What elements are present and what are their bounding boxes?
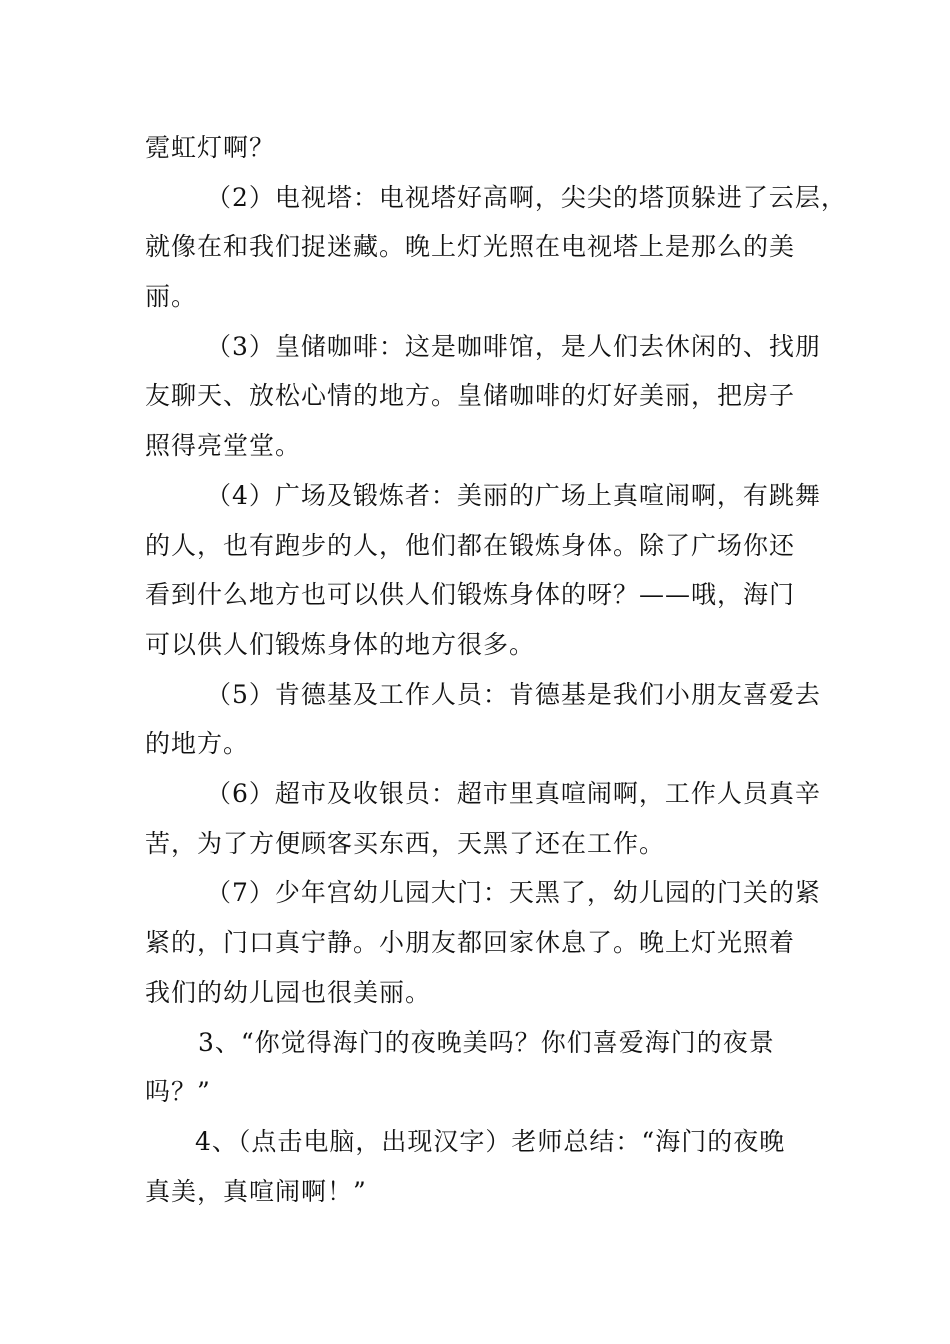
text-line: 真美，真喧闹啊！”	[145, 1177, 367, 1206]
text-line: 看到什么地方也可以供人们锻炼身体的呀？——哦，海门	[145, 580, 796, 609]
text-line: 的人，也有跑步的人，他们都在锻炼身体。除了广场你还	[145, 531, 796, 560]
text-line: （3）皇储咖啡：这是咖啡馆，是人们去休闲的、找朋	[206, 332, 821, 361]
text-line: 的地方。	[145, 729, 250, 758]
text-line: （5）肯德基及工作人员：肯德基是我们小朋友喜爱去	[206, 680, 821, 709]
text-line: 就像在和我们捉迷藏。晚上灯光照在电视塔上是那么的美	[145, 232, 796, 261]
text-line: 照得亮堂堂。	[145, 431, 302, 460]
text-line: （4）广场及锻炼者：美丽的广场上真喧闹啊，有跳舞	[206, 481, 821, 510]
text-line: （2）电视塔：电视塔好高啊，尖尖的塔顶躲进了云层，	[206, 183, 847, 212]
text-line: 吗？”	[145, 1077, 211, 1106]
text-line: 4、（点击电脑，出现汉字）老师总结：“海门的夜晚	[195, 1127, 786, 1156]
text-line: 3、“你觉得海门的夜晚美吗？你们喜爱海门的夜景	[198, 1028, 775, 1057]
text-line: （7）少年宫幼儿园大门：天黑了，幼儿园的门关的紧	[206, 878, 821, 907]
text-line: 霓虹灯啊？	[145, 133, 276, 162]
text-line: 苦，为了方便顾客买东西，天黑了还在工作。	[145, 829, 666, 858]
text-line: 紧的，门口真宁静。小朋友都回家休息了。晚上灯光照着	[145, 928, 796, 957]
text-line: 丽。	[145, 282, 198, 311]
text-line: 我们的幼儿园也很美丽。	[145, 978, 432, 1007]
text-line: 友聊天、放松心情的地方。皇储咖啡的灯好美丽，把房子	[145, 381, 796, 410]
text-line: （6）超市及收银员：超市里真喧闹啊，工作人员真辛	[206, 779, 821, 808]
text-line: 可以供人们锻炼身体的地方很多。	[145, 630, 536, 659]
